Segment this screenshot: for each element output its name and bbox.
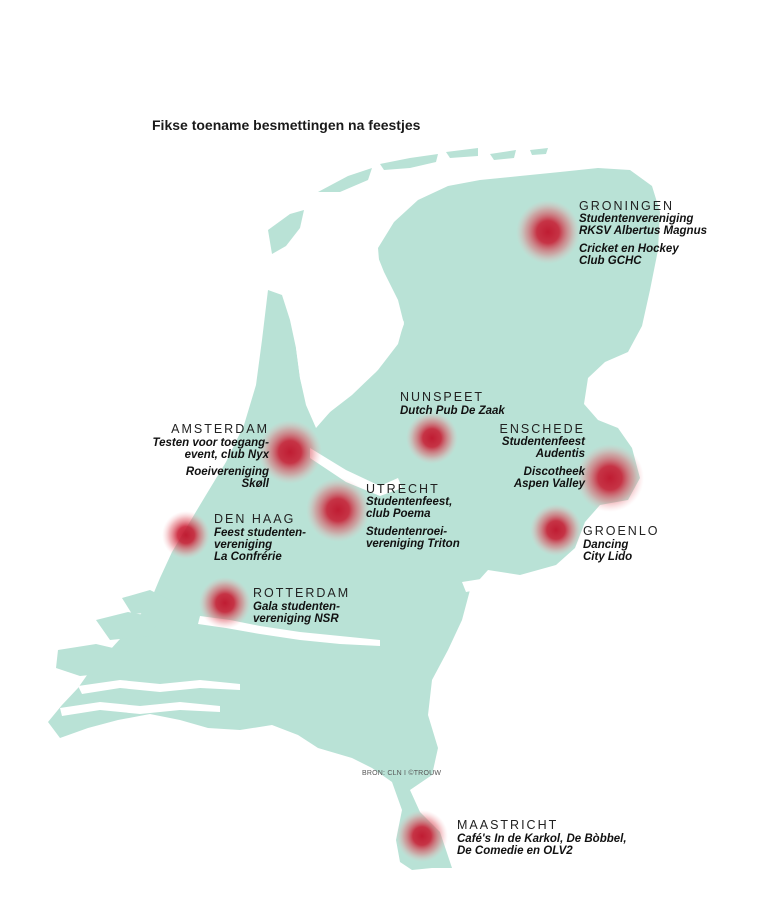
hotspot-denhaag bbox=[162, 511, 210, 559]
hotspot-maastricht bbox=[396, 810, 448, 862]
event-label-utrecht-2: Studentenroei- vereniging Triton bbox=[366, 526, 460, 550]
source-credit: BRON: CLN I ©TROUW bbox=[362, 770, 442, 777]
event-label-maastricht-1: Café's In de Karkol, De Bòbbel, De Comedie en OLV2 bbox=[457, 833, 627, 857]
event-label-enschede-1: Studentenfeest Audentis bbox=[501, 436, 585, 460]
event-label-nunspeet-1: Dutch Pub De Zaak bbox=[400, 405, 505, 417]
event-label-rotterdam-1: Gala studenten- vereniging NSR bbox=[253, 601, 340, 625]
event-label-enschede-2: Discotheek Aspen Valley bbox=[513, 466, 585, 490]
hotspot-groningen bbox=[516, 200, 580, 264]
ameland-shape bbox=[446, 148, 478, 158]
city-label-nunspeet: NUNSPEET bbox=[400, 390, 485, 404]
city-label-rotterdam: ROTTERDAM bbox=[253, 586, 351, 600]
event-label-groningen-2: Cricket en Hockey Club GCHC bbox=[579, 243, 679, 267]
city-label-amsterdam: AMSTERDAM bbox=[171, 422, 269, 436]
event-label-groningen-1: Studentenvereniging RKSV Albertus Magnus bbox=[579, 213, 708, 237]
map-title: Fikse toename besmettingen na feestjes bbox=[152, 117, 421, 133]
vlieland-shape bbox=[318, 168, 372, 192]
event-label-amsterdam-1: Testen voor toegang- event, club Nyx bbox=[152, 437, 269, 461]
event-label-groenlo-1: Dancing City Lido bbox=[583, 539, 633, 563]
event-label-denhaag-1: Feest studenten- vereniging La Confrérie bbox=[214, 527, 307, 563]
city-label-maastricht: MAASTRICHT bbox=[457, 818, 559, 832]
hotspot-nunspeet bbox=[406, 412, 458, 464]
event-label-utrecht-1: Studentenfeest, club Poema bbox=[366, 496, 453, 520]
rottum-shape bbox=[530, 148, 548, 155]
city-label-denhaag: DEN HAAG bbox=[214, 512, 296, 526]
city-label-enschede: ENSCHEDE bbox=[499, 422, 585, 436]
hotspot-enschede bbox=[576, 444, 644, 512]
city-label-groenlo: GROENLO bbox=[583, 524, 660, 538]
hotspot-rotterdam bbox=[199, 577, 251, 629]
city-label-utrecht: UTRECHT bbox=[366, 482, 440, 496]
schiermonnikoog-shape bbox=[490, 150, 516, 160]
terschelling-shape bbox=[380, 154, 438, 170]
event-label-amsterdam-2: Roeivereniging Skøll bbox=[185, 466, 269, 490]
city-label-groningen: GRONINGEN bbox=[579, 199, 675, 213]
hotspot-groenlo bbox=[530, 504, 582, 556]
hotspot-utrecht bbox=[306, 478, 370, 542]
